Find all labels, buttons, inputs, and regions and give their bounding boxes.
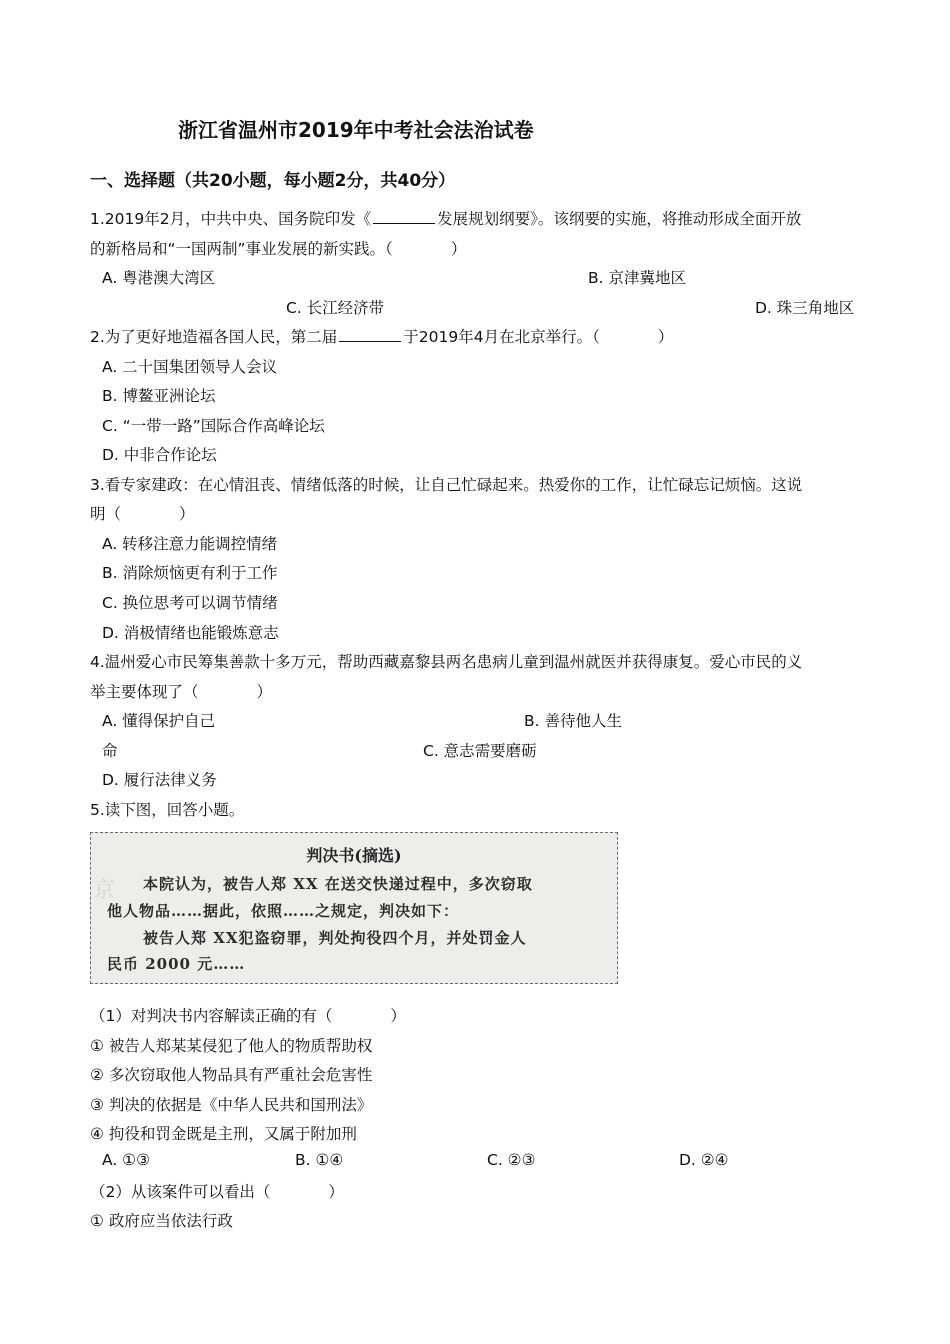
q3-option-b: B. 消除烦恼更有利于工作 [102,564,278,582]
q4-paren-close: ） [256,683,273,701]
q2-paren-close: ） [657,328,674,346]
q4-line1: 4.温州爱心市民筹集善款十多万元，帮助西藏嘉黎县两名患病儿童到温州就医并获得康复。爱心市民的义 [90,653,803,671]
q5-sub2-statement-1: ① 政府应当依法行政 [90,1212,233,1230]
q5-statement-3: ③ 判决的依据是《中华人民共和国刑法》 [90,1096,373,1114]
q5-sub1 [90,1004,406,1026]
q4-option-c: C. 意志需要磨砺 [423,742,537,760]
q5-statement-1: ① 被告人郑某某侵犯了他人的物质帮助权 [90,1037,373,1055]
figure-line-3: 被告人郑 XX犯盗窃罪，判处拘役四个月，并处罚金人 [143,929,527,947]
q5-option-c: C. ②③ [487,1151,536,1169]
q1-option-c: C. 长江经济带 [286,299,385,317]
q4-option-b: B. 善待他人生 [524,712,622,730]
q5-sub2 [90,1180,344,1202]
q3-line2 [90,502,195,524]
q5-option-b: B. ①④ [295,1151,344,1169]
q1-blank [373,222,435,224]
q2-text-b: 于2019年4月在北京举行。（ [403,328,600,346]
q2-text-a: 2.为了更好地造福各国人民，第二届 [90,328,338,346]
figure-line-1: 本院认为，被告人郑 XX 在送交快递过程中，多次窃取 [143,875,533,893]
q4-text-b: 举主要体现了（ [90,683,199,701]
q2-option-d: D. 中非合作论坛 [102,446,217,464]
figure-line-2: 他人物品……据此，依照……之规定，判决如下： [107,902,460,920]
q4-option-a: A. 懂得保护自己 [102,712,216,730]
q5-sub2-text: （2）从该案件可以看出（ [90,1183,271,1201]
judgment-figure [90,832,618,984]
q1-text-c: 的新格局和“一国两制”事业发展的新实践。（ [90,240,393,258]
q2-blank [339,340,401,342]
q1-line2 [90,237,466,259]
q1-option-d: D. 珠三角地区 [755,299,855,317]
figure-line-4: 民币 2000 元…… [107,955,246,973]
q5-sub1-text: （1）对判决书内容解读正确的有（ [90,1007,333,1025]
q4-option-d: D. 履行法律义务 [102,771,217,789]
q2-line1 [90,325,673,347]
q1-line1 [90,207,801,229]
q2-option-a: A. 二十国集团领导人会议 [102,358,278,376]
q5-option-a: A. ①③ [102,1151,150,1169]
q1-text-a: 1.2019年2月，中共中央、国务院印发《 [90,210,372,228]
section-heading: 一、选择题（共20小题，每小题2分，共40分） [90,171,456,191]
q2-option-c: C. “一带一路”国际合作高峰论坛 [102,417,325,435]
q5-statement-2: ② 多次窃取他人物品具有严重社会危害性 [90,1066,373,1084]
q5-sub1-paren-close: ） [390,1007,406,1025]
q4-line2 [90,680,272,702]
q4-option-b-cont: 命 [102,742,118,760]
figure-heading: 判决书(摘选) [306,846,402,865]
q5-sub2-paren-close: ） [328,1183,344,1201]
q3-paren-close: ） [179,505,195,523]
q5-statement-4: ④ 拘役和罚金既是主刑，又属于附加刑 [90,1125,357,1143]
q2-option-b: B. 博鳌亚洲论坛 [102,387,216,405]
q3-option-d: D. 消极情绪也能锻炼意志 [102,624,279,642]
q5-option-d: D. ②④ [679,1151,729,1169]
q1-option-a: A. 粤港澳大湾区 [102,269,216,287]
q1-text-b: 发展规划纲要》。该纲要的实施，将推动形成全面开放 [437,210,802,228]
q1-option-b: B. 京津冀地区 [588,269,686,287]
q3-option-c: C. 换位思考可以调节情绪 [102,594,278,612]
q3-option-a: A. 转移注意力能调控情绪 [102,535,278,553]
page-title: 浙江省温州市2019年中考社会法治试卷 [178,118,534,142]
figure-watermark: 京 [93,878,116,903]
q5-intro: 5.读下图，回答小题。 [90,801,245,819]
q3-text-b: 明（ [90,505,122,523]
q3-line1: 3.看专家建政：在心情沮丧、情绪低落的时候，让自己忙碌起来。热爱你的工作，让忙碌忘记烦恼。这说 [90,476,803,494]
q1-paren-close: ） [450,240,467,258]
